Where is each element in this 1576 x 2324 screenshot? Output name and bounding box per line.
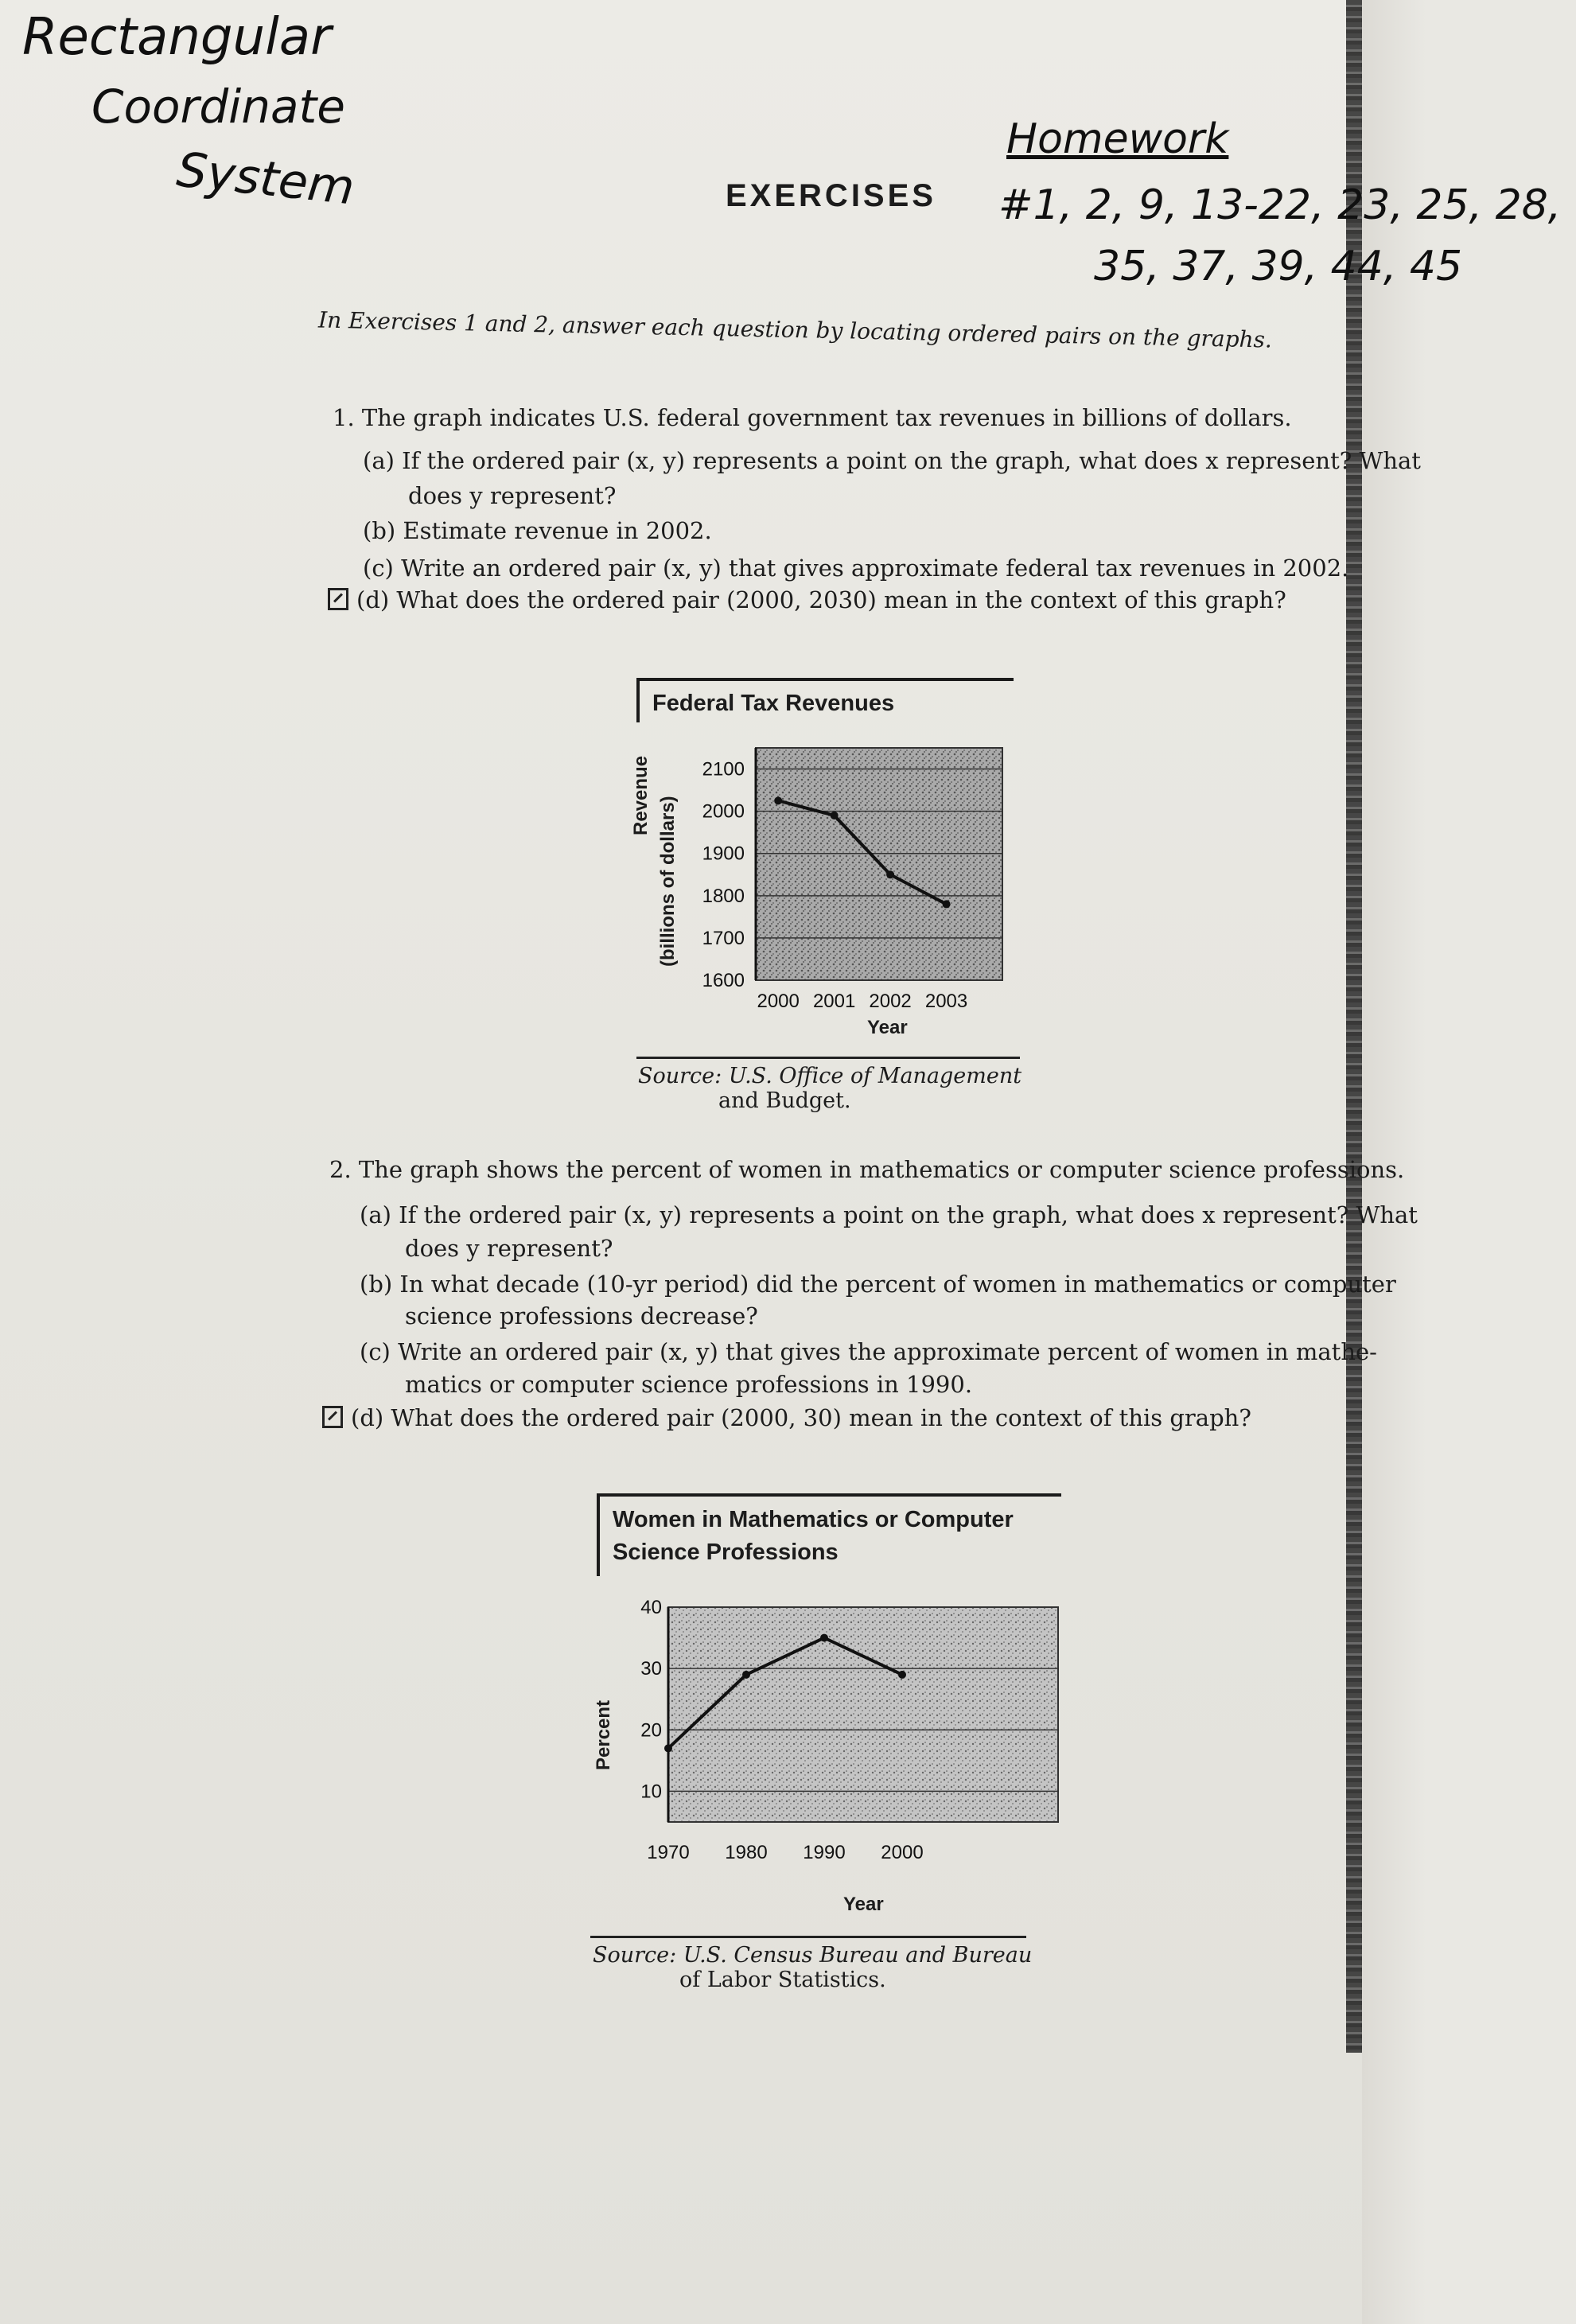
exercise-2d-text: (d) What does the ordered pair (2000, 30) mean in the context of this graph? [351, 1404, 1251, 1431]
exercises-heading: EXERCISES [726, 178, 936, 213]
handwritten-topic-line1: Rectangular [22, 8, 332, 67]
exercise-1-stem: 1. The graph indicates U.S. federal government tax revenues in billions of dollars. [333, 404, 1292, 431]
y-tick-label: 10 [640, 1781, 662, 1803]
x-tick-label: 2000 [757, 991, 800, 1010]
data-point [831, 812, 839, 819]
chart1-source [636, 1057, 1020, 1113]
intro-text: In Exercises 1 and 2, answer each question by locating ordered pairs on the graphs. [317, 306, 1273, 353]
exercise-1a-line1: (a) If the ordered pair (x, y) represents a point on the graph, what does x represent? What [363, 447, 1421, 474]
data-point [742, 1671, 750, 1679]
handwritten-topic-line2: Coordinate [91, 80, 345, 134]
exercise-1a-line2: does y represent? [408, 482, 617, 509]
exercise-1c: (c) Write an ordered pair (x, y) that gives approximate federal tax revenues in 2002. [363, 555, 1349, 582]
data-point [820, 1634, 828, 1642]
data-point [886, 870, 894, 878]
data-point [774, 796, 782, 804]
writing-icon [328, 588, 348, 610]
handwritten-homework-title: Homework [1006, 115, 1229, 163]
exercise-2a-line1: (a) If the ordered pair (x, y) represents a point on the graph, what does x represent? What [360, 1201, 1418, 1228]
chart2-ylabel: Percent [593, 1699, 614, 1770]
exercise-1b: (b) Estimate revenue in 2002. [363, 517, 712, 544]
x-tick-label: 1980 [725, 1842, 768, 1863]
chart1-xlabel: Year [867, 1017, 908, 1038]
chart1-source-line2: and Budget. [718, 1088, 851, 1113]
x-tick-label: 2000 [881, 1842, 924, 1863]
exercise-1d-text: (d) What does the ordered pair (2000, 2030) mean in the context of this graph? [356, 586, 1286, 613]
chart1-ylabel-line2: (billions of dollars) [657, 796, 679, 967]
y-tick-label: 1800 [702, 885, 745, 907]
chart2-source [590, 1936, 1033, 1992]
exercise-2c-line2: matics or computer science professions in 1990. [405, 1371, 973, 1398]
x-tick-label: 2002 [869, 991, 912, 1010]
handwritten-homework-line1: #1, 2, 9, 13-22, 23, 25, 28, [998, 181, 1562, 229]
chart1-ylabel-line1: Revenue [630, 755, 652, 835]
exercise-2-stem: 2. The graph shows the percent of women in mathematics or computer science professions. [329, 1156, 1405, 1183]
y-tick-label: 2000 [702, 800, 745, 823]
exercise-2b-line2: science professions decrease? [405, 1302, 758, 1329]
chart2-title-line2: Science Professions [613, 1540, 839, 1565]
chart2-source-line1: Source: U.S. Census Bureau and Bureau [593, 1943, 1033, 1968]
chart2-plot [621, 1591, 1074, 1894]
data-point [898, 1671, 906, 1679]
writing-icon [322, 1406, 343, 1428]
exercise-2c-line1: (c) Write an ordered pair (x, y) that gives the approximate percent of women in mathe- [360, 1338, 1377, 1365]
x-tick-label: 2001 [812, 991, 856, 1010]
y-tick-label: 20 [640, 1719, 662, 1742]
data-point [943, 900, 951, 908]
y-tick-label: 1900 [702, 843, 745, 865]
y-tick-label: 40 [640, 1597, 662, 1618]
exercise-2d [322, 1404, 1251, 1431]
handwritten-homework-line2: 35, 37, 39, 44, 45 [1094, 243, 1463, 290]
exercise-2b-line1: (b) In what decade (10-yr period) did the percent of women in mathematics or computer [360, 1271, 1396, 1298]
data-point [664, 1744, 672, 1752]
exercise-2a-line2: does y represent? [405, 1235, 613, 1262]
y-tick-label: 30 [640, 1658, 662, 1680]
x-tick-label: 1970 [647, 1842, 690, 1863]
page-edge [1346, 0, 1362, 2053]
chart2-title-line1: Women in Mathematics or Computer [613, 1507, 1014, 1532]
handwritten-topic-line3: System [173, 142, 357, 216]
y-tick-label: 1700 [702, 927, 745, 949]
exercise-1d [328, 586, 1286, 613]
chart1-source-line1: Source: U.S. Office of Management [638, 1064, 1022, 1088]
y-tick-label: 2100 [702, 758, 745, 781]
x-tick-label: 1990 [803, 1842, 846, 1863]
y-tick-label: 1600 [702, 970, 745, 991]
chart2-source-line2: of Labor Statistics. [679, 1968, 886, 1992]
chart2-xlabel: Year [843, 1894, 884, 1915]
x-tick-label: 2003 [924, 991, 968, 1010]
plot-area [668, 1607, 1058, 1822]
chart1-plot [692, 740, 1018, 1010]
chart1-title: Federal Tax Revenues [652, 691, 895, 716]
